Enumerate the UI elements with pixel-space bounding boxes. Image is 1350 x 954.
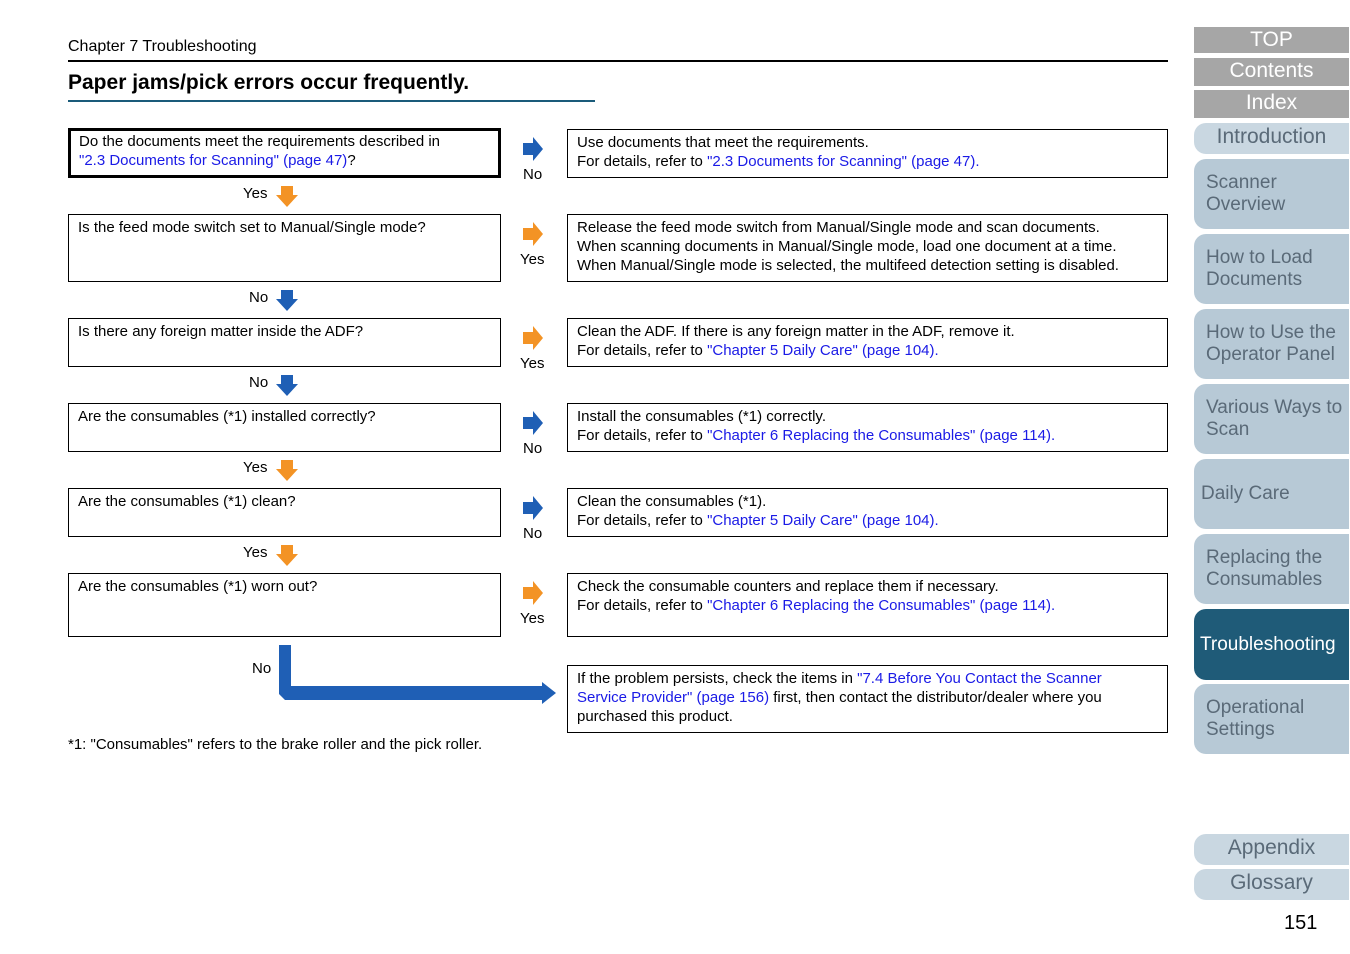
question-box-6 [68, 573, 501, 637]
label-yes: Yes [243, 459, 268, 476]
nav-tab-label: Replacing the [1206, 547, 1323, 568]
nav-introduction-tab[interactable]: Introduction [1194, 123, 1349, 154]
question-6-text: Are the consumables (*1) worn out? [78, 578, 318, 595]
question-1-suffix: ? [347, 152, 356, 169]
label-yes: Yes [520, 355, 545, 372]
chapter-heading: Chapter 7 Troubleshooting [68, 38, 257, 55]
nav-tab-label: Troubleshooting [1200, 633, 1336, 655]
nav-tab-scanner-overview[interactable] [1194, 159, 1349, 229]
question-box-4 [68, 403, 501, 452]
answer-1-line1: Use documents that meet the requirements. [577, 134, 869, 151]
answer-4-line1: Install the consumables (*1) correctly. [577, 408, 826, 425]
question-1-text: Do the documents meet the requirements described in [79, 133, 441, 150]
label-yes: Yes [243, 185, 268, 202]
final-answer-box [567, 665, 1168, 733]
arrow-right-orange-icon [521, 581, 545, 605]
answer-1-link[interactable]: "2.3 Documents for Scanning" (page 47). [707, 153, 980, 170]
answer-3-link[interactable]: "Chapter 5 Daily Care" (page 104). [707, 342, 939, 359]
nav-tab-label: Scan [1206, 419, 1250, 440]
page-title: Paper jams/pick errors occur frequently. [68, 71, 470, 94]
answer-2-line1: Release the feed mode switch from Manual/Single mode and scan documents. [577, 219, 1100, 236]
arrow-down-blue-icon [275, 373, 299, 397]
answer-3-line1: Clean the ADF. If there is any foreign matter in the ADF, remove it. [577, 323, 1015, 340]
answer-6-link[interactable]: "Chapter 6 Replacing the Consumables" (page 114). [707, 597, 1056, 614]
elbow-arrow-blue-icon [276, 643, 560, 707]
answer-1-prefix: For details, refer to [577, 153, 708, 170]
answer-5-link[interactable]: "Chapter 5 Daily Care" (page 104). [707, 512, 939, 529]
final-link-part2[interactable]: Service Provider" (page 156) [577, 689, 770, 706]
label-yes: Yes [243, 544, 268, 561]
final-prefix: If the problem persists, check the items in [577, 670, 858, 687]
arrow-down-orange-icon [275, 184, 299, 208]
answer-6-prefix: For details, refer to [577, 597, 708, 614]
label-no: No [523, 525, 543, 542]
final-end: purchased this product. [577, 708, 733, 725]
label-no: No [523, 440, 543, 457]
nav-tab-daily-care[interactable] [1194, 459, 1349, 529]
question-box-3 [68, 318, 501, 367]
nav-tab-troubleshooting[interactable] [1194, 609, 1349, 680]
nav-tab-label: How to Load [1206, 247, 1313, 268]
nav-tab-operational-settings[interactable] [1194, 684, 1349, 754]
nav-index-button[interactable]: Index [1194, 90, 1349, 118]
question-5-text: Are the consumables (*1) clean? [78, 493, 296, 510]
nav-tab-replacing-consumables[interactable] [1194, 534, 1349, 604]
nav-tab-label: Operational [1206, 697, 1305, 718]
question-box-1 [68, 128, 501, 178]
nav-tab-label: Operator Panel [1206, 344, 1335, 365]
answer-4-prefix: For details, refer to [577, 427, 708, 444]
nav-tab-label: How to Use the [1206, 322, 1336, 343]
nav-tab-label: Daily Care [1201, 483, 1290, 504]
nav-tab-label: Documents [1206, 269, 1303, 290]
arrow-right-blue-icon [521, 137, 545, 161]
answer-5-line1: Clean the consumables (*1). [577, 493, 767, 510]
answer-2-line3: When Manual/Single mode is selected, the multifeed detection setting is disabled. [577, 257, 1119, 274]
label-no: No [249, 374, 269, 391]
arrow-right-blue-icon [521, 411, 545, 435]
answer-box-5 [567, 488, 1168, 537]
answer-box-3 [567, 318, 1168, 367]
label-yes: Yes [520, 610, 545, 627]
arrow-right-orange-icon [521, 326, 545, 350]
final-link-part1[interactable]: "7.4 Before You Contact the Scanner [857, 670, 1102, 687]
label-no: No [252, 660, 272, 677]
answer-box-6 [567, 573, 1168, 637]
answer-3-prefix: For details, refer to [577, 342, 708, 359]
arrow-down-orange-icon [275, 543, 299, 567]
arrow-down-blue-icon [275, 288, 299, 312]
nav-tab-label: Overview [1206, 194, 1286, 215]
label-no: No [249, 289, 269, 306]
arrow-right-blue-icon [521, 496, 545, 520]
title-underline [68, 100, 595, 102]
nav-tab-how-to-load-documents[interactable] [1194, 234, 1349, 304]
answer-box-2 [567, 214, 1168, 282]
question-2-text: Is the feed mode switch set to Manual/Single mode? [78, 219, 426, 236]
nav-glossary-tab[interactable]: Glossary [1194, 869, 1349, 900]
nav-appendix-tab[interactable]: Appendix [1194, 834, 1349, 865]
nav-contents-button[interactable]: Contents [1194, 58, 1349, 86]
label-yes: Yes [520, 251, 545, 268]
answer-4-link[interactable]: "Chapter 6 Replacing the Consumables" (page 114). [707, 427, 1056, 444]
question-box-2 [68, 214, 501, 282]
answer-box-1 [567, 129, 1168, 178]
answer-box-4 [567, 403, 1168, 452]
nav-tab-label: Scanner [1206, 172, 1277, 193]
question-3-text: Is there any foreign matter inside the ADF? [78, 323, 364, 340]
answer-5-prefix: For details, refer to [577, 512, 708, 529]
question-4-text: Are the consumables (*1) installed correctly? [78, 408, 376, 425]
label-no: No [523, 166, 543, 183]
footnote: *1: "Consumables" refers to the brake roller and the pick roller. [68, 736, 483, 753]
nav-tab-operator-panel[interactable] [1194, 309, 1349, 379]
nav-tab-label: Consumables [1206, 569, 1323, 590]
answer-6-line1: Check the consumable counters and replace them if necessary. [577, 578, 999, 595]
final-mid: first, then contact the distributor/dealer where you [769, 689, 1102, 706]
page-number: 151 [1284, 912, 1318, 934]
arrow-down-orange-icon [275, 458, 299, 482]
question-box-5 [68, 488, 501, 537]
header-rule [68, 60, 1168, 62]
nav-tab-various-ways-to-scan[interactable] [1194, 384, 1349, 454]
nav-top-button[interactable]: TOP [1194, 27, 1349, 53]
arrow-right-orange-icon [521, 222, 545, 246]
nav-tab-label: Various Ways to [1206, 397, 1343, 418]
nav-tab-label: Settings [1206, 719, 1275, 740]
answer-2-line2: When scanning documents in Manual/Single mode, load one document at a time. [577, 238, 1117, 255]
question-1-link[interactable]: "2.3 Documents for Scanning" (page 47) [79, 152, 348, 169]
